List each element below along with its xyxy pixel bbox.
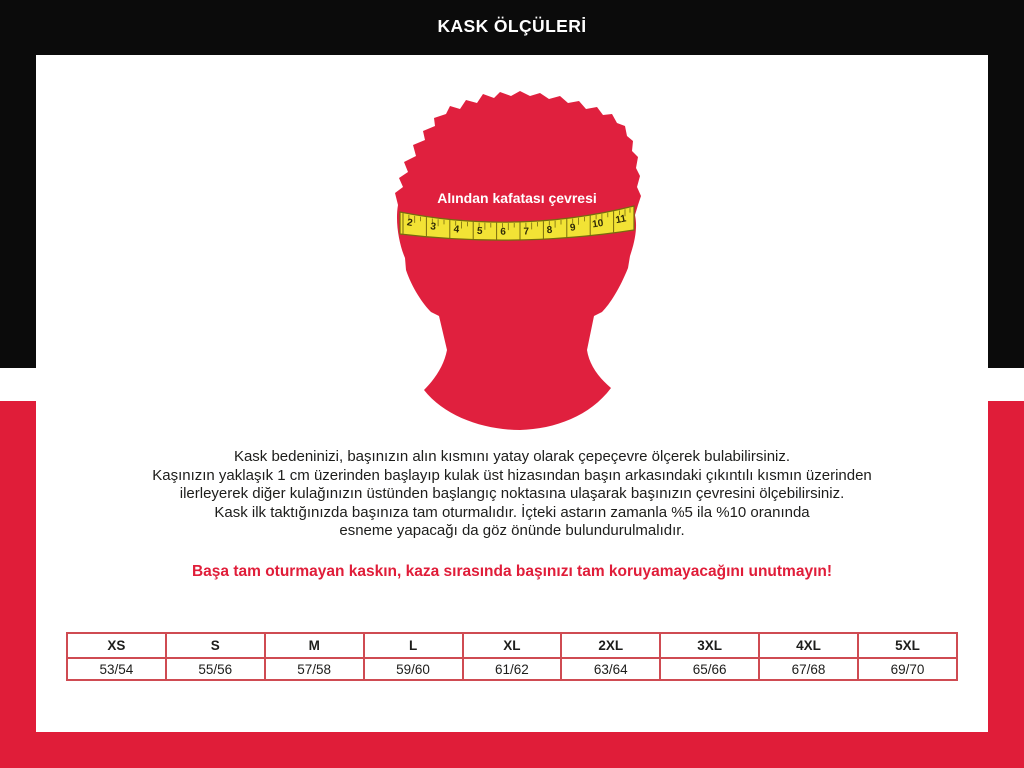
size-header-cell: 4XL <box>759 633 858 658</box>
size-header-cell: XS <box>67 633 166 658</box>
content-panel <box>36 55 988 732</box>
size-table <box>66 632 958 681</box>
size-value-cell: 61/62 <box>463 658 562 680</box>
size-header-cell: 2XL <box>561 633 660 658</box>
instruction-line: ilerleyerek diğer kulağınızın üstünden başlangıç noktasına ulaşarak başınızın çevresini ölçebilirsiniz. <box>179 485 845 502</box>
tape-number: 4 <box>453 224 460 236</box>
size-header-cell: L <box>364 633 463 658</box>
tape-number: 5 <box>476 225 483 238</box>
size-value-cell: 67/68 <box>759 658 858 680</box>
measurement-instructions <box>36 448 988 541</box>
instruction-line: Kask bedeninizi, başınızın alın kısmını yatay olarak çepeçevre ölçerek bulabilirsiniz. <box>233 448 791 465</box>
size-header-cell: 5XL <box>858 633 957 658</box>
size-value-cell: 59/60 <box>364 658 463 680</box>
head-measurement-diagram <box>390 88 642 432</box>
size-value-cell: 69/70 <box>858 658 957 680</box>
size-header-cell: S <box>166 633 265 658</box>
size-table-value-row <box>67 658 957 680</box>
size-value-cell: 65/66 <box>660 658 759 680</box>
tape-number: 3 <box>429 221 437 233</box>
size-header-cell: XL <box>463 633 562 658</box>
size-header-cell: 3XL <box>660 633 759 658</box>
instruction-line: Kaşınızın yaklaşık 1 cm üzerinden başlayıp kulak üst hizasından başın arkasındaki çıkıntılı kısmın üzerinden <box>152 466 872 484</box>
warning-text: Başa tam oturmayan kaskın, kaza sırasında başınızı tam koruyamayacağını unutmayın! <box>191 563 833 580</box>
head-circumference-label: Alından kafatası çevresi <box>437 190 597 206</box>
title-bar <box>0 0 1024 52</box>
head-silhouette-icon <box>395 91 641 430</box>
size-value-cell: 55/56 <box>166 658 265 680</box>
tape-number: 9 <box>569 222 577 234</box>
size-value-cell: 53/54 <box>67 658 166 680</box>
page-title: KASK ÖLÇÜLERİ <box>437 15 587 36</box>
size-value-cell: 57/58 <box>265 658 364 680</box>
instruction-line: esneme yapacağı da göz önünde bulundurulmalıdır. <box>339 522 685 539</box>
tape-number: 11 <box>614 213 628 227</box>
size-header-cell: M <box>265 633 364 658</box>
tape-number: 2 <box>405 217 414 230</box>
size-value-cell: 63/64 <box>561 658 660 680</box>
tape-number: 6 <box>500 226 506 238</box>
tape-number: 7 <box>523 226 530 238</box>
size-table-header-row <box>67 633 957 658</box>
tape-number: 8 <box>546 224 553 237</box>
tape-number: 10 <box>591 217 605 231</box>
instruction-line: Kask ilk taktığınızda başınıza tam oturmalıdır. İçteki astarın zamanla %5 ila %10 oranında <box>214 503 810 521</box>
